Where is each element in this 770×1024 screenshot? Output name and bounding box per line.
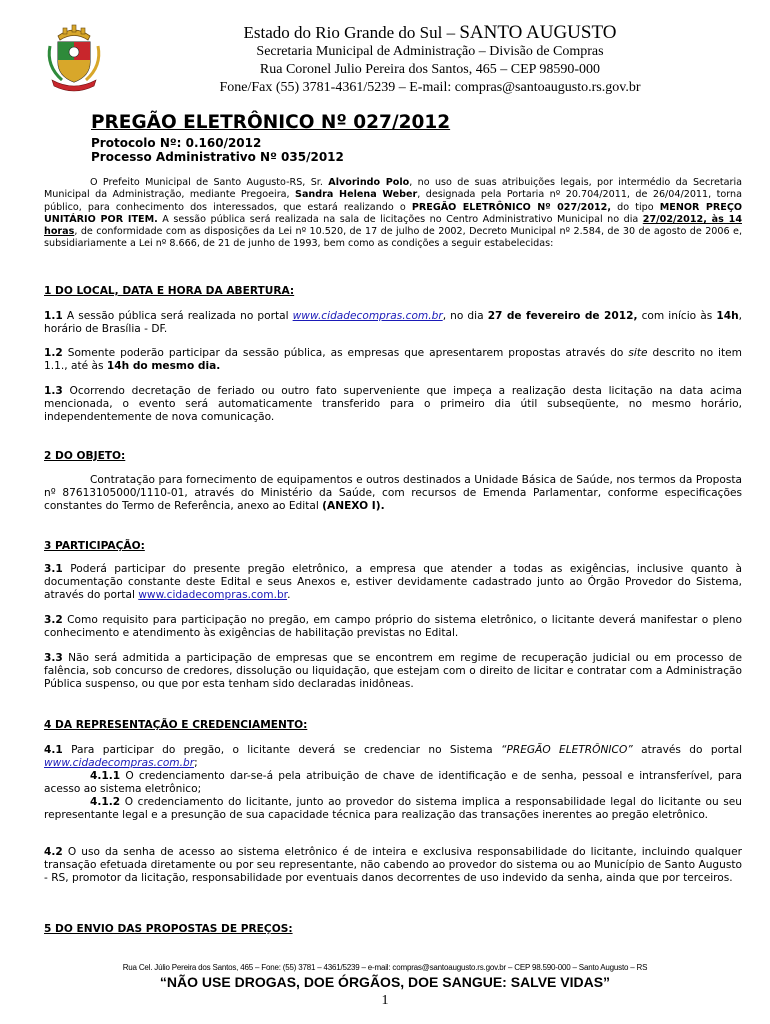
portal-link[interactable]: www.cidadecompras.com.br: [138, 589, 288, 602]
paragraph-1-1: 1.1 A sessão pública será realizada no portal www.cidadecompras.com.br, no dia 27 de fevereiro de 2012, com início às 14h, horário de Brasília - DF.: [44, 310, 743, 336]
portal-link[interactable]: www.cidadecompras.com.br: [292, 310, 443, 322]
header-department: Secretaria Municipal de Administração – Divisão de Compras: [256, 44, 604, 59]
paragraph-1-2: 1.2 Somente poderão participar da sessão pública, as empresas que apresentarem propostas através do site descrito no item 1.1., até às 14h do mesmo dia.: [44, 347, 742, 373]
paragraph-4-1-1: 4.1.1 O credenciamento dar-se-á pela atribuição de chave de identificação e de senha, pessoal e intransferível, para acesso ao sistema eletrônico;: [44, 770, 742, 796]
header-address: Rua Coronel Julio Pereira dos Santos, 465 – CEP 98590-000: [259, 62, 601, 77]
section-1-heading: 1 DO LOCAL, DATA E HORA DA ABERTURA:: [44, 285, 295, 297]
footer-address: Rua Cel. Júlio Pereira dos Santos, 465 – Fone: (55) 3781 – 4361/5239 – e-mail: compras@santoaugusto.rs.gov.br – CEP 98.590-000 – Santo Augusto – RS: [122, 963, 648, 972]
section-5-heading: 5 DO ENVIO DAS PROPOSTAS DE PREÇOS:: [44, 923, 293, 935]
paragraph-4-2: 4.2 O uso da senha de acesso ao sistema eletrônico é de inteira e exclusiva responsabilidade do licitante, incluindo qualquer transação efetuada diretamente ou por seu representante, não cabendo ao provedor do sistema ou ao Município de Santo Augusto - RS, promotor da licitação, responsabilidade por eventuais danos decorrentes de uso indevido da senha, ainda que por terceiros.: [44, 846, 742, 885]
portal-link[interactable]: www.cidadecompras.com.br: [44, 757, 195, 770]
footer-slogan: “NÃO USE DROGAS, DOE ÓRGÃOS, DOE SANGUE: SALVE VIDAS”: [159, 974, 611, 990]
process-number: Processo Administrativo Nº 035/2012: [91, 150, 344, 164]
section-3-heading: 3 PARTICIPAÇÃO:: [44, 540, 145, 552]
paragraph-4-1-2: 4.1.2 O credenciamento do licitante, junto ao provedor do sistema implica a responsabilidade legal do licitante ou seu representante legal e a presunção de sua capacidade técnica para realização das transações inerentes ao pregão eletrônico.: [44, 796, 742, 822]
paragraph-3-3: 3.3 Não será admitida a participação de empresas que se encontrem em regime de recuperação judicial ou em processo de falência, sob concurso de credores, dissolução ou liquidação, que estejam com o direito de licitar e contratar com a Administração Pública suspenso, ou que por esta tenham sido declaradas inidôneas.: [44, 652, 742, 691]
page-number: 1: [381, 993, 389, 1008]
municipal-crest-logo: [44, 22, 104, 92]
header-city: SANTO AUGUSTO: [459, 22, 617, 43]
paragraph-3-2: 3.2 Como requisito para participação no pregão, em campo próprio do sistema eletrônico, o licitante deverá manifestar o pleno conhecimento e atendimento às exigências de habilitação previstas no Edital.: [44, 614, 742, 640]
paragraph-3-1: 3.1 Poderá participar do presente pregão eletrônico, a empresa que atender a todas as exigências, inclusive quanto à documentação constante deste Edital e seus Anexos e, estiver devidamente cadastrado junto ao Órgão Provedor do Sistema, através do portal www.cidadecompras.com.br.: [44, 563, 742, 602]
section-2-heading: 2 DO OBJETO:: [44, 450, 126, 462]
header-state-line: Estado do Rio Grande do Sul – SANTO AUGUSTO: [243, 22, 617, 43]
object-paragraph: Contratação para fornecimento de equipamentos e outros destinados a Unidade Básica de Saúde, nos termos da Proposta nº 87613105000/1110-01, através do Ministério da Saúde, com recursos de Emenda Parlamentar, conforme especificações constantes do Termo de Referência, anexo ao Edital (ANEXO I).: [44, 474, 742, 513]
paragraph-1-3: 1.3 Ocorrendo decretação de feriado ou outro fato superveniente que impeça a realização desta licitação na data acima mencionada, o evento será automaticamente transferido para o primeiro dia útil subseqüente, no mesmo horário, independentemente de nova comunicação.: [44, 385, 742, 424]
section-4-heading: 4 DA REPRESENTAÇÃO E CREDENCIAMENTO:: [44, 719, 308, 731]
protocol-number: Protocolo Nº: 0.160/2012: [91, 136, 262, 150]
header-contact: Fone/Fax (55) 3781-4361/5239 – E-mail: compras@santoaugusto.rs.gov.br: [219, 80, 641, 95]
document-title: PREGÃO ELETRÔNICO Nº 027/2012: [91, 112, 451, 133]
paragraph-4-1: 4.1 Para participar do pregão, o licitante deverá se credenciar no Sistema “PREGÃO ELETRÔNICO” através do portal www.cidadecompras.com.br;: [44, 744, 743, 770]
intro-paragraph: O Prefeito Municipal de Santo Augusto-RS, Sr. Alvorindo Polo, no uso de suas atribuições legais, por intermédio da Secretaria Municipal da Administração, mediante Pregoeira, Sandra Helena Weber, designada pela Portaria nº 20.704/2011, de 26/04/2011, torna público, para conhecimento dos interessados, que estará realizando o PREGÃO ELETRÔNICO Nº 027/2012, do tipo MENOR PREÇO UNITÁRIO POR ITEM. A sessão pública será realizada na sala de licitações no Centro Administrativo Municipal no dia 27/02/2012, às 14 horas, de conformidade com as disposições da Lei nº 10.520, de 17 de julho de 2002, Decreto Municipal nº 2.584, de 30 de agosto de 2006 e, subsidiariamente a Lei nº 8.666, de 21 de junho de 1993, bem como as condições a seguir estabelecidas:: [44, 177, 743, 250]
